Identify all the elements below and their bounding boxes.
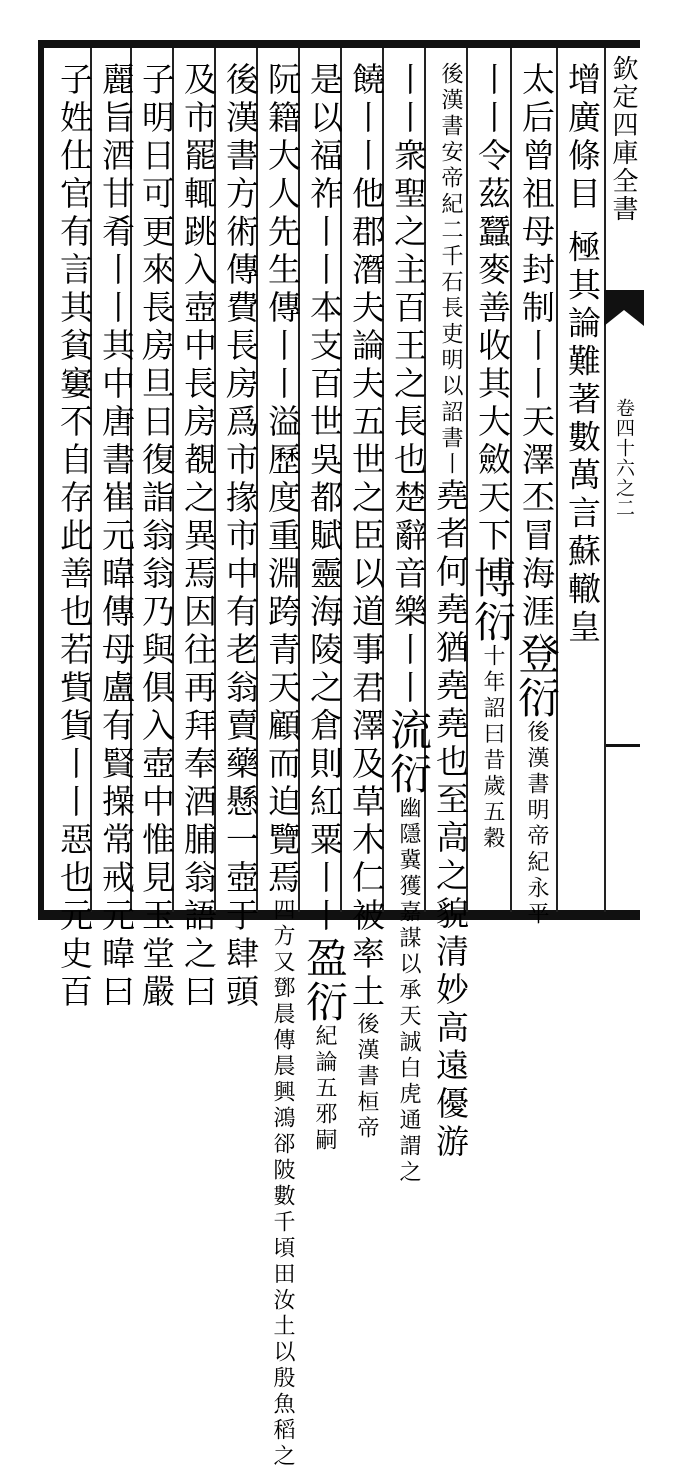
text-column-9: [216, 62, 262, 1012]
inline-note: 後漢書明帝紀永平: [524, 720, 549, 928]
text-column-1: [558, 62, 604, 912]
column-text: 及市罷輒跳入壺中長房覩之異焉因往再拜奉酒脯翁語之曰: [179, 62, 218, 1012]
column-text: 子姓仕官有言其貧窶不自存此善也若貲貨丨丨惡也元史百: [55, 62, 94, 1012]
inline-note: 後漢書安帝紀二千石長吏明以詔書丨: [438, 62, 463, 478]
column-text: 子明日可更來長房旦日復詣翁翁乃與俱入壺中惟見玉堂嚴: [137, 62, 176, 1012]
margin-band-rule: [604, 48, 606, 912]
column-text: 丨丨衆聖之主百王之長也楚辭音樂丨丨: [389, 62, 428, 708]
fish-tail-icon: [604, 290, 644, 326]
text-column-3: [468, 62, 517, 912]
text-column-10: [174, 62, 220, 1012]
column-text: 饒丨丨他郡潛夫論夫五世之臣以道事君澤及草木仁被率土: [347, 62, 386, 1012]
text-column-7: [300, 62, 349, 1154]
entry-heading: 流衍: [384, 708, 433, 796]
text-column-12: [92, 62, 138, 1012]
column-text: 阮籍大人先生傳丨丨溢歷度重淵跨青天顧而迫覽焉: [263, 62, 302, 898]
column-text: 增廣條目 極其論難著數萬言蘇轍皇: [563, 62, 602, 648]
entry-heading: 登衍: [512, 632, 561, 720]
inline-note: 後漢書桓帝: [354, 1012, 379, 1142]
column-text: 麗旨酒甘肴丨丨其中唐書崔元暐傳母盧有賢操常戒元暐曰: [97, 62, 136, 1012]
text-column-6: [342, 62, 388, 1142]
column-text: 堯者何堯猶堯堯也至高之貌清妙高遠優游: [431, 478, 470, 1162]
inline-note: 十年詔曰昔歲五穀: [480, 644, 505, 852]
text-column-11: [132, 62, 178, 1012]
column-text: 太后曾祖母封制丨丨天澤丕冒海涯: [517, 62, 556, 632]
entry-heading: 博衍: [468, 556, 517, 644]
column-text: 後漢書方術傳費長房爲市掾市中有老翁賣藥懸一壺于肆頭: [221, 62, 260, 1012]
frame-left-border: [38, 40, 44, 920]
inline-note: 幽隱冀獲嘉謀以承天誠白虎通謂之: [396, 796, 421, 1186]
text-column-2: [512, 62, 561, 928]
text-column-5: [384, 62, 433, 1186]
book-title: 欽定四庫全書: [608, 55, 638, 223]
column-text: 是以福祚丨丨本支百世吳都賦靈海陵之倉則紅粟丨丨: [305, 62, 344, 936]
entry-heading: 盈衍: [300, 936, 349, 1024]
volume-label: 卷四十六之二: [613, 398, 635, 518]
inline-note: 紀論五邪嗣: [312, 1024, 337, 1154]
column-text: 丨丨令茲蠶麥善收其大斂天下: [473, 62, 512, 556]
text-column-8: [258, 62, 304, 1470]
inline-note: 四方又鄧晨傳晨興鴻郤陂數千頃田汝土以殷魚稻之: [270, 898, 295, 1470]
text-column-13: [50, 62, 96, 1012]
margin-mark: [606, 744, 640, 747]
frame-top-border: [40, 40, 640, 48]
